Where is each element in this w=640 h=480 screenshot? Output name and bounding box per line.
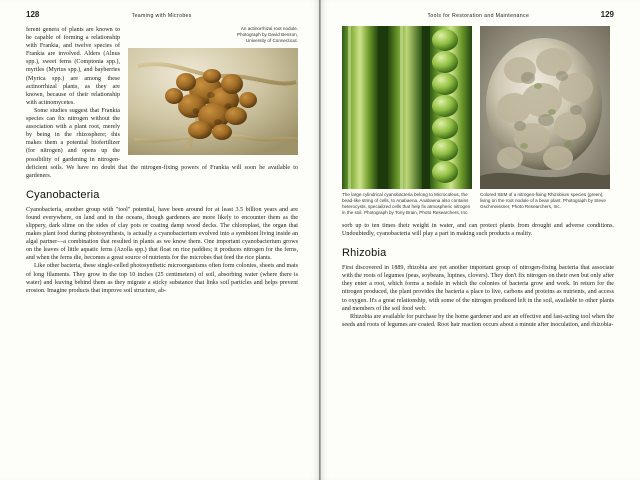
rhizobium-illustration	[480, 26, 610, 189]
right-running-head	[342, 10, 614, 19]
cyanobacteria-paragraph-1: Cyanobacteria, another group with "tool" potential, have been around for at least 3.5 billion years and are found everywhere, on land and in the oceans, though gardeners are more likely to encounter them as the slippery, dark slime on the sides of clay pots or coating damp wood decks. The chloroplast, the organ that makes plant food during photosynthesis, is actually a cyanobacterium evolved into a symbiont living inside an algal partner—a combination that resulted in plants as we know them. One important cyanobacterium grows on the leaves of little aquatic ferns (Azolla spp.) that float on rice paddies; it produces nitrogen for the ferns, and when the ferns die, becomes a great source of nutrients for the microbes that feed the rice plants.	[26, 206, 298, 262]
caption-line-3: University of Connecticut.	[245, 38, 298, 43]
root-nodule-illustration	[128, 48, 298, 155]
figure-rhizobium-caption: Colored SEM of a nitrogen-fixing Rhizobium species (green), living on the root nodule of a bean plant. Photograph by Steve Gschmeissner, Photo Researchers, Inc.	[480, 192, 606, 209]
figure-rhizobium	[480, 26, 610, 216]
rhizobium-nodule-sem	[480, 26, 610, 189]
rhizobia-paragraph-2: Rhizobia are available for purchase by the home gardener and are an effective and fast-acting tool when the seeds and roots of legumes are coated. Root hair reaction occurs about a minute after inoculation, and rhizobia-	[342, 313, 614, 328]
cyanobacteria-illustration	[342, 26, 472, 189]
figure-cyanobacteria-caption: The large cylindrical cyanobacteria belong to Microcoleus, the bead-like string of cells, to Anabaena. Anabaena also contains heterocysts, specialized cells that help fix atmospheric nitrogen in the soil. Photograph by Tony Brain, Photo Researchers, Inc.	[342, 192, 471, 215]
book-gutter	[319, 0, 321, 480]
section-heading-cyanobacteria: Cyanobacteria	[26, 188, 100, 201]
figure-root-nodule	[128, 26, 298, 155]
rhizobia-paragraph-1: First discovered in 1889, rhizobia are yet another important group of nitrogen-fixing bacteria that associate with the roots of legumes (peas, soybeans, lupines, clovers). They don't fix nitrogen on their own but only after they enter a root, which forms a nodule in which the colonies of bacteria grow and work. In return for the nitrogen produced, the plant provides the bacteria a place to live, carbons and proteins as nutrients, and access to oxygen. It's a great relationship, with some of the nitrogen produced left in the soil, available to other plants and members of the soil food web.	[342, 265, 614, 312]
right-paragraph-1: sorb up to ten times their weight in water, and can protect plants from drought and adverse conditions. Undoubtedly, cyanobacteria will play a part in making such products a reality.	[342, 223, 614, 238]
right-figure-row	[342, 26, 614, 216]
left-running-title: Teaming with Microbes	[131, 13, 192, 19]
left-section-body	[26, 206, 298, 295]
caption-line-2: Photograph by David Benson,	[236, 32, 298, 37]
right-page	[320, 0, 640, 480]
root-nodule-photo	[128, 48, 298, 155]
right-running-title: Tools for Restoration and Maintenance	[427, 13, 530, 19]
left-paragraph-2: Some studies suggest that Frankia species can fix nitrogen without the association with a plant root, merely by being in the rhizosphere; this makes them a potential biofertilizer (for nitrogen) and opens up the possibility of gardening in nitrogen-deficient soils. We have no doubt that the nitrogen-fixing powers of Frankia will soon be available to gardeners.	[26, 107, 298, 179]
cyanobacteria-paragraph-2: Like other bacteria, these single-celled photosynthetic microorganisms often form colonies, sheets and mats of long filaments. They grow in the top 10 inches (25 centimeters) of soil, absorbing water (where there is water) and leaving behind them as they migrate a sticky substance that links soil particles and helps prevent erosion. Imagine products that improve soil structure, ab-	[26, 263, 298, 294]
left-running-head	[26, 10, 298, 19]
figure-root-nodule-caption	[128, 26, 298, 44]
figure-cyanobacteria	[342, 26, 472, 216]
caption-line-1: An actinorrhizal root nodule.	[240, 26, 298, 31]
left-paragraph-1: ferent genera of plants are known to be capable of forming a relationship with Frankia, and twelve species of Frankia are involved. Alders (Alnus spp.), sweet ferns (Comptonia spp.), myrtles (Myrtus spp.), and bayberries (Myrica spp.) are among these actinorrhizal plants, as they are known, because of their relationship with actinomycetes.	[26, 27, 120, 106]
right-section-body	[342, 264, 614, 329]
section-heading-rhizobia: Rhizobia	[342, 247, 387, 260]
right-folio: 129	[600, 10, 614, 19]
left-folio: 128	[26, 10, 40, 19]
right-body-text	[342, 222, 614, 238]
cyanobacteria-micrograph	[342, 26, 472, 189]
